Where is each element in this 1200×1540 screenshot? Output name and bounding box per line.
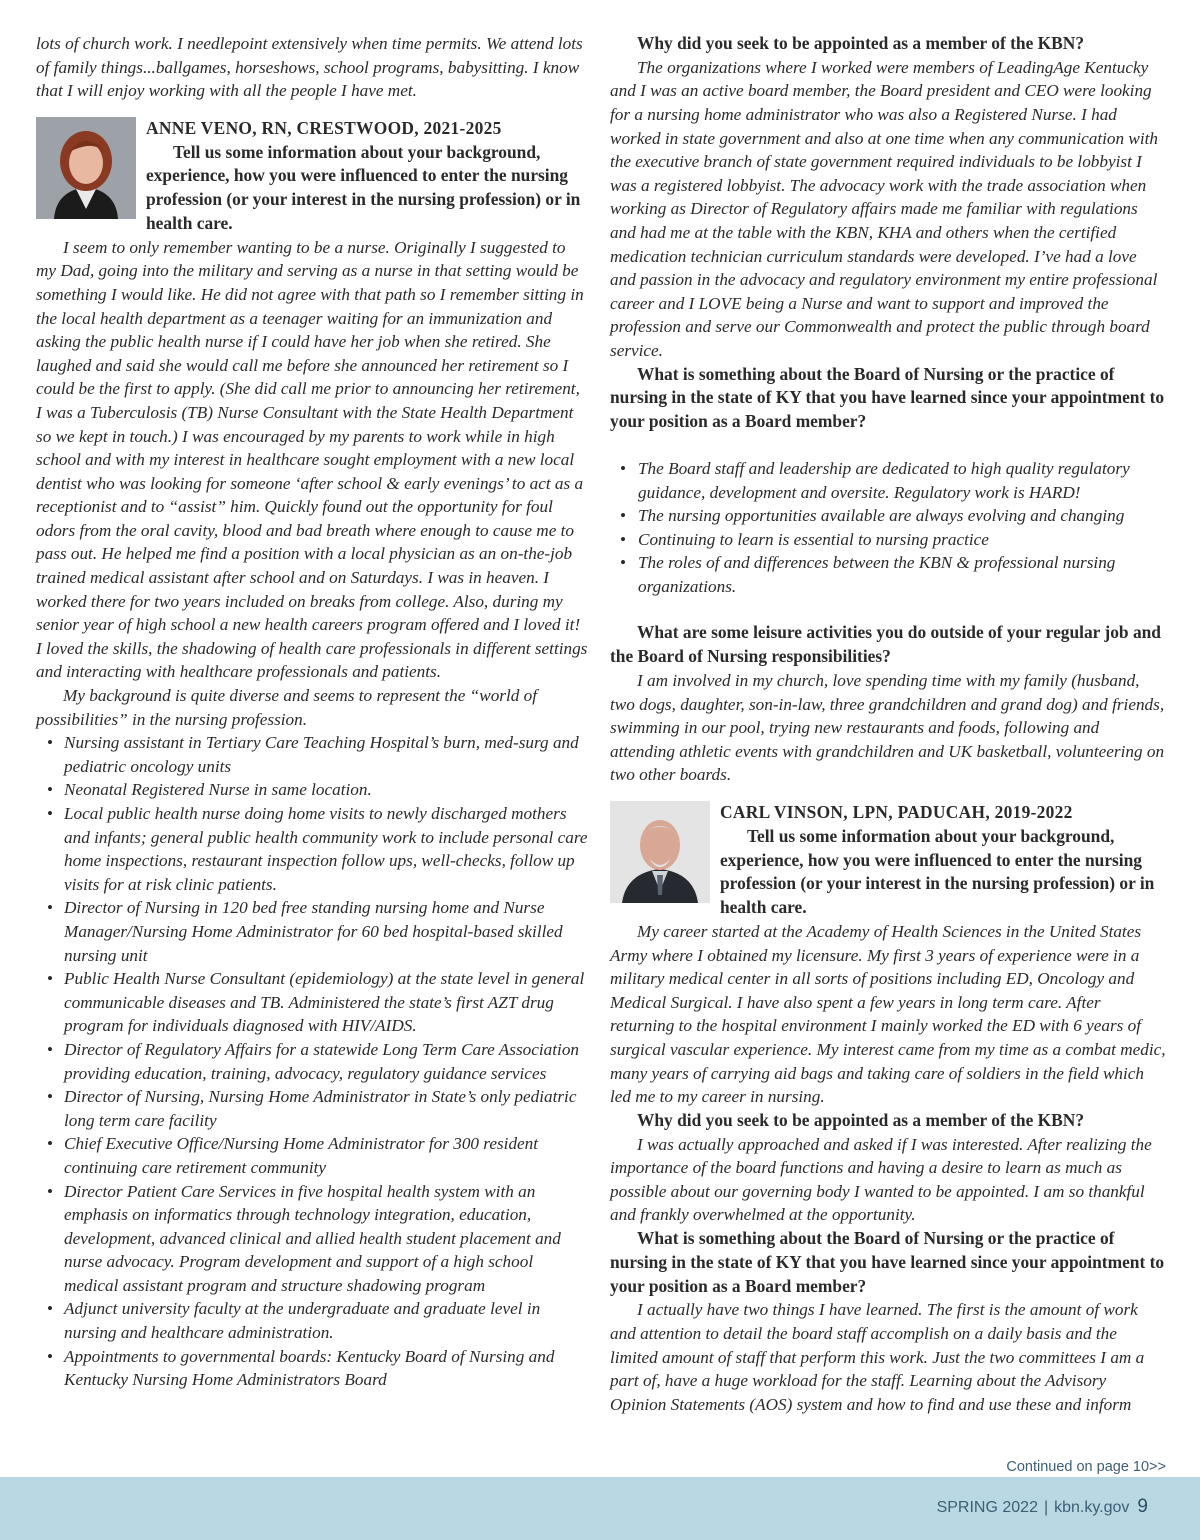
left-column: [36, 32, 588, 1392]
answer-why-appointed: The organizations where I worked were members of LeadingAge Kentucky and I was an active board member, the Board president and CEO were looking for a nursing home administrator who was also a Registered Nurse. I had worked in state government and also at one time when any communication with the executive branch of state government required individuals to be lobbyist I was a registered lobbyist. The advocacy work with the trade association when working as Director of Regulatory affairs made me familiar with regulations and had me at the table with the KBN, KHA and others when the certified medication technician curriculum standards were developed. I’ve had a love and passion in the advocacy and regulatory environment my entire professional career and I LOVE being a Nurse and want to support and improved the profession and serve our Commonwealth and protect the public through board service.: [610, 57, 1159, 360]
question-leisure: What are some leisure activities you do outside of your regular job and the Board of Nursing responsibilities?: [610, 622, 1161, 667]
profile-anne-veno: [36, 117, 588, 236]
list-item: • Director of Nursing in 120 bed free standing nursing home and Nurse Manager/Nursing Home Administrator for 60 bed hospital-based skilled nursing unit: [36, 896, 588, 967]
answer-leisure: I am involved in my church, love spending time with my family (husband, two dogs, daughter, son-in-law, three grandchildren and grand dog) and friends, swimming in our pool, trying new restaurants and foods, following and attending athletic events with grandchildren and UK basketball, volunteering on two other boards.: [610, 671, 1165, 785]
portrait-photo-carl-vinson: [610, 801, 710, 903]
page-number: 9: [1137, 1496, 1148, 1517]
list-item: • Public Health Nurse Consultant (epidemiology) at the state level in general communicable diseases and TB. Administered the state’s first AZT drug program for individuals diagnosed with HIV/AIDS.: [36, 967, 588, 1038]
learned-list: [610, 457, 1166, 599]
list-item: • Continuing to learn is essential to nursing practice: [610, 528, 1166, 552]
answer-background: My career started at the Academy of Health Sciences in the United States Army where I obtained my licensure. My first 3 years of experience were in a military medical center in all sorts of positions including ED, Oncology and Medical Surgical. I have also spent a few years in long term care. After returning to the hospital environment I mainly worked the ED with 6 years of surgical vascular experience. My interest came from my time as a combat medic, many years of carrying aid bags and taking care of soldiers in the field which led me to my career in nursing.: [610, 922, 1166, 1107]
background-intro: My background is quite diverse and seems to represent the “world of possibilities” in the nursing profession.: [36, 686, 538, 729]
list-item: • Director of Nursing, Nursing Home Administrator in State’s only pediatric long term care facility: [36, 1085, 588, 1132]
list-item: • The Board staff and leadership are dedicated to high quality regulatory guidance, development and oversite. Regulatory work is HARD!: [610, 457, 1166, 504]
list-item: • Director Patient Care Services in five hospital health system with an emphasis on informatics through technology integration, education, development, advanced clinical and allied health student placement and nurse advocacy. Program development and support of a high school medical assistant program and structure shadowing program: [36, 1180, 588, 1298]
footer-separator: |: [1043, 1499, 1049, 1516]
profile-question: Tell us some information about your background, experience, how you were influenced to enter the nursing profession (or your interest in the nursing profession) or in health care.: [146, 141, 581, 233]
issue-label: SPRING 2022: [936, 1499, 1038, 1516]
right-column: [610, 32, 1166, 1416]
list-item: • Neonatal Registered Nurse in same location.: [36, 778, 588, 802]
background-list: [36, 731, 588, 1392]
page-footer: [0, 1477, 1200, 1540]
portrait-photo-anne-veno: [36, 117, 136, 219]
footer-text: [937, 1496, 1148, 1518]
profile-question: Tell us some information about your background, experience, how you were influenced to enter the nursing profession (or your interest in the nursing profession) or in health care.: [720, 825, 1155, 918]
answer-why-appointed-2: I was actually approached and asked if I was interested. After realizing the importance of the board functions and having a desire to learn as much as possible about our governing body I wanted to be appointed. I am so thankful and frankly overwhelmed at the opportunity.: [610, 1134, 1152, 1225]
list-item: • The nursing opportunities available are always evolving and changing: [610, 504, 1166, 528]
list-item: • Chief Executive Office/Nursing Home Administrator for 300 resident continuing care retirement community: [36, 1132, 588, 1179]
list-item: • Appointments to governmental boards: Kentucky Board of Nursing and Kentucky Nursing Home Administrators Board: [36, 1345, 588, 1392]
question-why-appointed-2: Why did you seek to be appointed as a member of the KBN?: [637, 1109, 1085, 1130]
list-item: • Adjunct university faculty at the undergraduate and graduate level in nursing and healthcare administration.: [36, 1297, 588, 1344]
list-item: • Nursing assistant in Tertiary Care Teaching Hospital’s burn, med-surg and pediatric oncology units: [36, 731, 588, 778]
question-learned-2: What is something about the Board of Nursing or the practice of nursing in the state of KY that you have learned since your appointment to your position as a Board member?: [610, 1227, 1165, 1296]
answer-paragraph: I seem to only remember wanting to be a nurse. Originally I suggested to my Dad, going into the military and serving as a nurse in that setting would be something I would like. He did not agree with that path so I remember sitting in the local health department as a teenager waiting for an immunization and asking the public health nurse if I could have her job when she retired. She laughed and said she would call me before she announced her retirement so I could be the first to apply. (She did call me prior to announcing her retirement, I was a Tuberculosis (TB) Nurse Consultant with the State Health Department so we kept in touch.) I was encouraged by my parents to work while in high school and with my interest in healthcare sought employment with a new local dentist who was looking for someone ‘after school & early evenings’ to act as a receptionist and to “assist” him. Quickly found out the opportunity for foul odors from the oral cavity, blood and bad breath where enough to cause me to pass out. He helped me find a position with a local physician as an on-the-job trained medical assistant after school and on Saturdays. I was in heaven. I worked there for two years included on breaks from college. Also, during my senior year of high school a new health careers program offered and I loved it! I loved the skills, the shadowing of health care professionals in different settings and interacting with healthcare professionals and patients.: [36, 237, 588, 682]
question-why-appointed: Why did you seek to be appointed as a member of the KBN?: [637, 33, 1085, 53]
question-learned: What is something about the Board of Nursing or the practice of nursing in the state of KY that you have learned since your appointment to your position as a Board member?: [610, 363, 1165, 432]
continued-link[interactable]: Continued on page 10>>: [1006, 1459, 1166, 1475]
list-item: • The roles of and differences between the KBN & professional nursing organizations.: [610, 551, 1166, 598]
site-link[interactable]: kbn.ky.gov: [1054, 1499, 1130, 1516]
intro-paragraph: lots of church work. I needlepoint extensively when time permits. We attend lots of family things...ballgames, horseshows, school programs, babysitting. I know that I will enjoy working with all the people I have met.: [36, 34, 583, 101]
list-item: • Director of Regulatory Affairs for a statewide Long Term Care Association providing education, training, advocacy, regulatory guidance services: [36, 1038, 588, 1085]
profile-name: ANNE VENO, RN, CRESTWOOD, 2021-2025: [146, 117, 502, 138]
profile-name: CARL VINSON, LPN, PADUCAH, 2019-2022: [720, 802, 1073, 823]
answer-learned-2: I actually have two things I have learned. The first is the amount of work and attention to detail the board staff accomplish on a daily basis and the limited amount of staff that perform this work. Just the two committees I am a part of, have a huge workload for the staff. Learning about the Advisory Opinion Statements (AOS) system and how to find and use these and inform: [610, 1300, 1145, 1414]
list-item: • Local public health nurse doing home visits to newly discharged mothers and infants; general public health community work to include personal care home inspections, restaurant inspection follow ups, well-checks, follow up visits for at risk clinic patients.: [36, 802, 588, 896]
profile-carl-vinson: [610, 801, 1166, 920]
